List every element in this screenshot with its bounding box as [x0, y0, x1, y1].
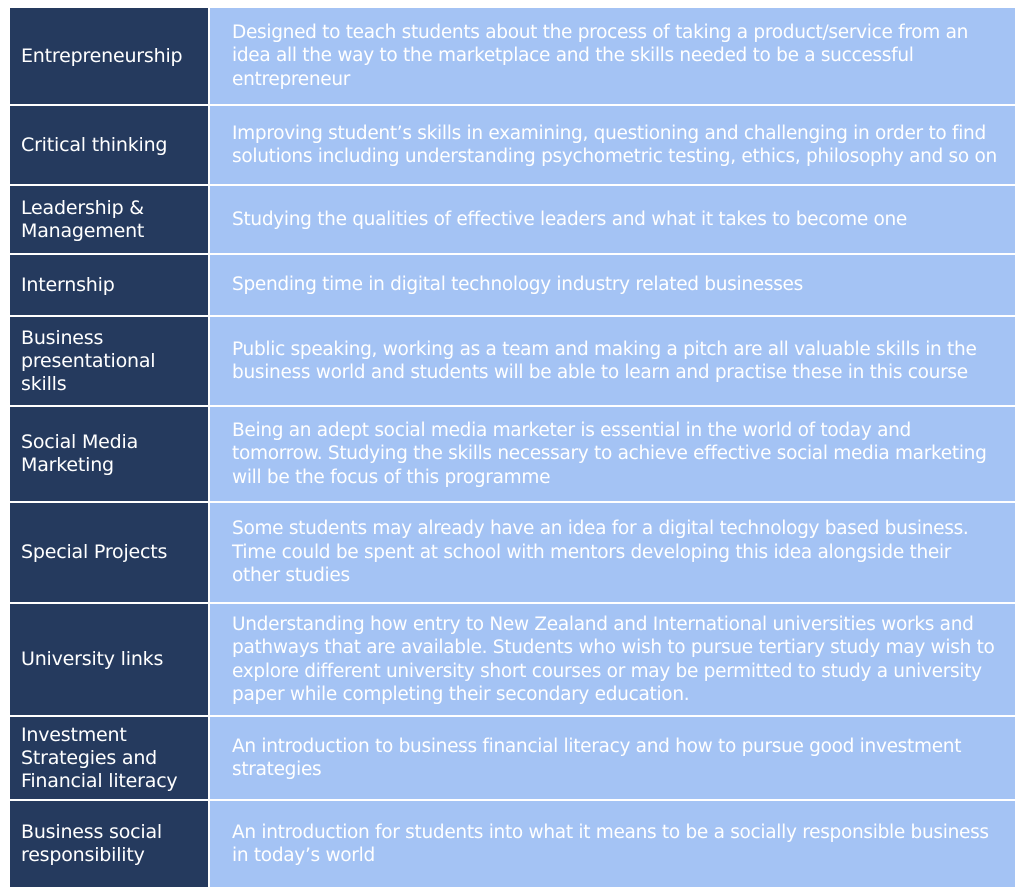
course-name: Special Projects	[10, 503, 210, 604]
course-description: Spending time in digital technology industry related businesses	[210, 255, 1015, 317]
course-description: Understanding how entry to New Zealand and International universities works and pathways that are available. Students who wish to pursue tertiary study may wish to explore different university short courses or may be permitted to study a university paper while completing their secondary education.	[210, 604, 1015, 717]
course-name: Social Media Marketing	[10, 407, 210, 503]
course-name: Business social responsibility	[10, 801, 210, 887]
course-description: Public speaking, working as a team and making a pitch are all valuable skills in the business world and students will be able to learn and practise these in this course	[210, 317, 1015, 407]
course-description: An introduction to business financial literacy and how to pursue good investment strategies	[210, 717, 1015, 801]
course-description: Some students may already have an idea for a digital technology based business. Time could be spent at school with mentors developing this idea alongside their other studies	[210, 503, 1015, 604]
course-description: Being an adept social media marketer is essential in the world of today and tomorrow. Studying the skills necessary to achieve effective social media marketing will be the focus of this programme	[210, 407, 1015, 503]
course-name: University links	[10, 604, 210, 717]
course-description: Improving student’s skills in examining, questioning and challenging in order to find solutions including understanding psychometric testing, ethics, philosophy and so on	[210, 106, 1015, 186]
course-description: Designed to teach students about the process of taking a product/service from an idea all the way to the marketplace and the skills needed to be a successful entrepreneur	[210, 8, 1015, 106]
course-name: Business presentational skills	[10, 317, 210, 407]
course-name: Entrepreneurship	[10, 8, 210, 106]
course-name: Investment Strategies and Financial literacy	[10, 717, 210, 801]
course-name: Critical thinking	[10, 106, 210, 186]
course-name: Internship	[10, 255, 210, 317]
course-description: An introduction for students into what it means to be a socially responsible business in today’s world	[210, 801, 1015, 887]
course-description: Studying the qualities of effective leaders and what it takes to become one	[210, 186, 1015, 255]
course-name: Leadership & Management	[10, 186, 210, 255]
course-table	[10, 8, 1015, 887]
